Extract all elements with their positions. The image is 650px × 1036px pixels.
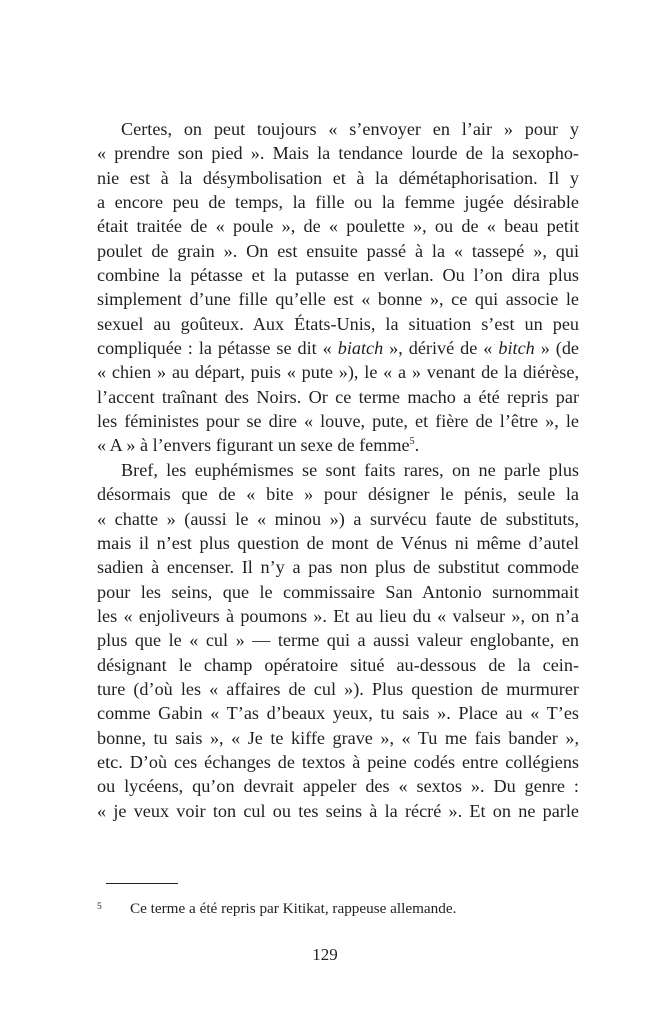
paragraph-2-line-14: ou lycéens, qu’on devrait appeler des « sextos ». Du genre : [97,776,579,797]
paragraph-2-line-2: désormais que de « bite » pour désigner le pénis, seule la [97,484,579,505]
body-text [97,117,579,823]
paragraph-2-line-10: ture (d’où les « affaires de cul »). Plus question de murmurer [97,678,579,699]
paragraph-1-line-9: sexuel au goûteux. Aux États-Unis, la situation s’est un peu [97,313,579,334]
line-10-part-a: compliquée : la pétasse se dit « [97,338,338,359]
paragraph-2-line-15: « je veux voir ton cul ou tes seins à la récré ». Et on ne parle [97,800,579,821]
paragraph-2-line-9: désignant le champ opératoire situé au-dessous de la cein- [97,654,579,675]
paragraph-1-line-12: l’accent traînant des Noirs. Or ce terme macho a été repris par [97,386,579,407]
paragraph-2-line-7: les « enjoliveurs à poumons ». Et au lieu du « valseur », on n’a [97,605,579,626]
paragraph-1-line-14 [97,433,579,457]
paragraph-2-line-6: pour les seins, que le commissaire San Antonio surnommait [97,581,579,602]
paragraph-2-line-1: Bref, les euphémismes se sont faits rares, on ne parle plus [121,459,579,480]
footnote-number: 5 [97,902,102,912]
paragraph-1-line-8: simplement d’une fille qu’elle est « bonne », ce qui associe le [97,289,579,310]
footnote-separator [106,883,178,884]
line-14-text: « A » à l’envers figurant un sexe de femme [97,435,410,456]
italic-biatch: biatch [337,338,384,359]
paragraph-2-line-8: plus que le « cul » — terme qui a aussi valeur englobante, en [97,630,579,651]
page-number: 129 [312,945,338,964]
paragraph-2-line-12: bonne, tu sais », « Je te kiffe grave », « Tu me fais bander », [97,727,579,748]
footnote-text: Ce terme a été repris par Kitikat, rappeuse allemande. [130,900,457,917]
paragraph-1-line-5: était traitée de « poule », de « poulette », ou de « beau petit [97,216,579,237]
paragraph-1-line-6: poulet de grain ». On est ensuite passé à la « tassepé », qui [97,240,579,261]
footnote-reference[interactable]: 5 [409,436,415,448]
paragraph-1-line-13: les féministes pour se dire « louve, pute, et fière de l’être », le [97,411,579,432]
paragraph-1-line-4: a encore peu de temps, la fille ou la femme jugée désirable [97,192,579,213]
paragraph-1-line-11: « chien » au départ, puis « pute »), le « a » venant de la diérèse, [97,362,579,383]
line-10-part-c: », dérivé de « [383,338,499,359]
paragraph-1-line-2: « prendre son pied ». Mais la tendance lourde de la sexopho- [97,143,579,164]
italic-bitch: bitch [498,338,535,359]
paragraph-2-line-13: etc. D’où ces échanges de textos à peine codés entre collégiens [97,751,579,772]
paragraph-2-line-3: « chatte » (aussi le « minou ») a survécu faute de substituts, [97,508,579,529]
paragraph-1-line-7: combine la pétasse et la putasse en verlan. Ou l’on dira plus [97,265,579,286]
paragraph-2-line-11: comme Gabin « T’as d’beaux yeux, tu sais ». Place au « T’es [97,703,579,724]
paragraph-2-line-5: sadien à encenser. Il n’y a pas non plus de substitut commode [97,557,579,578]
line-10-part-e: » (de [534,338,579,359]
paragraph-2-line-4: mais il n’est plus question de mont de Vénus ni même d’autel [97,532,579,553]
paragraph-1-line-3: nie est à la désymbolisation et à la démétaphorisation. Il y [97,167,579,188]
line-14-end: . [414,435,420,456]
paragraph-1-line-10 [97,336,579,360]
paragraph-1-line-1: Certes, on peut toujours « s’envoyer en l’air » pour y [121,119,579,139]
